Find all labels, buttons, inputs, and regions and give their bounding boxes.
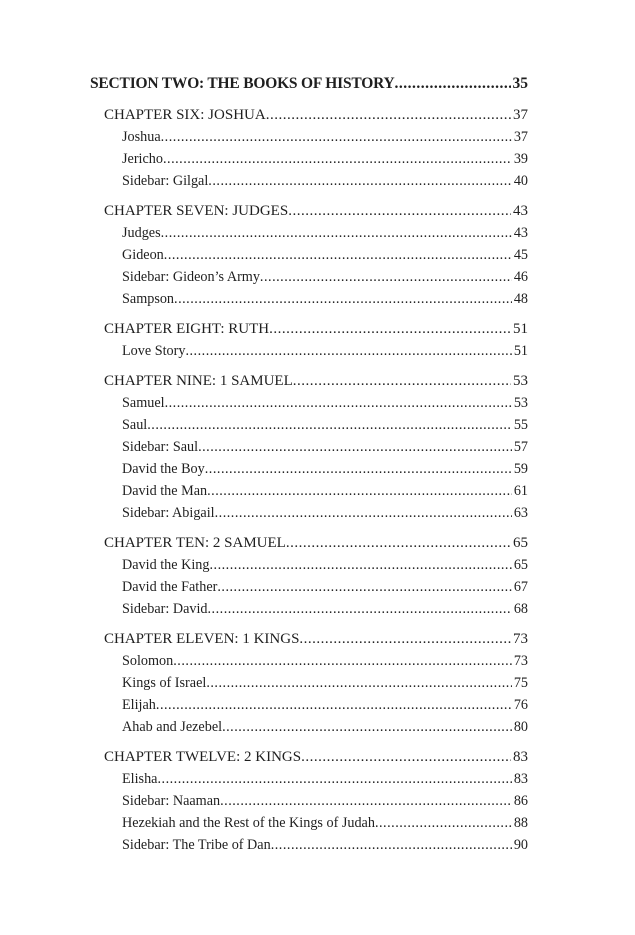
dot-leader — [161, 126, 512, 148]
chapter-title: CHAPTER SEVEN: JUDGES — [104, 203, 289, 219]
entry-page-number: 63 — [513, 505, 528, 521]
chapter-title: CHAPTER TWELVE: 2 KINGS — [104, 749, 302, 765]
chapter-page-number: 73 — [513, 631, 528, 647]
entry-page-number: 45 — [513, 247, 528, 263]
entry-title: Sidebar: The Tribe of Dan — [122, 837, 271, 853]
toc-entry — [90, 244, 528, 266]
dot-leader — [165, 392, 512, 414]
toc-entry — [90, 458, 528, 480]
entry-page-number: 55 — [513, 417, 528, 433]
section-heading — [90, 72, 528, 96]
entry-title: Love Story — [122, 343, 186, 359]
dot-leader — [208, 170, 512, 192]
dot-leader — [299, 628, 511, 650]
entry-page-number: 53 — [513, 395, 528, 411]
dot-leader — [208, 598, 512, 620]
dot-leader — [269, 318, 511, 340]
dot-leader — [375, 812, 512, 834]
entry-title: Gideon — [122, 247, 164, 263]
dot-leader — [161, 222, 512, 244]
entry-page-number: 39 — [513, 151, 528, 167]
dot-leader — [286, 532, 511, 554]
chapter-title: CHAPTER EIGHT: RUTH — [104, 321, 270, 337]
toc-entry — [90, 768, 528, 790]
entry-title: David the Man — [122, 483, 208, 499]
dot-leader — [207, 480, 512, 502]
entry-page-number: 73 — [513, 653, 528, 669]
dot-leader — [164, 244, 512, 266]
dot-leader — [206, 672, 511, 694]
chapter-heading — [90, 104, 528, 126]
entry-title: Sidebar: Naaman — [122, 793, 221, 809]
toc-entry — [90, 148, 528, 170]
dot-leader — [220, 790, 512, 812]
entry-page-number: 61 — [513, 483, 528, 499]
entry-page-number: 59 — [513, 461, 528, 477]
entry-page-number: 65 — [513, 557, 528, 573]
entry-page-number: 86 — [513, 793, 528, 809]
toc-entry — [90, 288, 528, 310]
entry-title: Sampson — [122, 291, 175, 307]
entry-title: Sidebar: Gideon’s Army — [122, 269, 260, 285]
entry-page-number: 43 — [513, 225, 528, 241]
chapter-block — [90, 200, 528, 310]
chapter-page-number: 65 — [513, 535, 528, 551]
entry-title: Solomon — [122, 653, 174, 669]
toc-entry — [90, 414, 528, 436]
section-page-number: 35 — [512, 75, 528, 92]
entry-title: Jericho — [122, 151, 163, 167]
chapter-page-number: 43 — [513, 203, 528, 219]
chapter-title: CHAPTER NINE: 1 SAMUEL — [104, 373, 293, 389]
toc-entry — [90, 502, 528, 524]
dot-leader — [198, 436, 512, 458]
dot-leader — [163, 148, 512, 170]
chapter-block — [90, 746, 528, 856]
entry-page-number: 88 — [513, 815, 528, 831]
toc-entry — [90, 672, 528, 694]
chapter-block — [90, 532, 528, 620]
dot-leader — [209, 554, 511, 576]
chapter-block — [90, 628, 528, 738]
toc-entry — [90, 126, 528, 148]
entry-title: David the King — [122, 557, 210, 573]
toc-entry — [90, 554, 528, 576]
chapter-title: CHAPTER TEN: 2 SAMUEL — [104, 535, 286, 551]
entry-page-number: 57 — [513, 439, 528, 455]
toc-entry — [90, 716, 528, 738]
chapter-list — [90, 104, 528, 856]
entry-page-number: 37 — [513, 129, 528, 145]
chapter-block — [90, 104, 528, 192]
entry-page-number: 75 — [513, 675, 528, 691]
entry-page-number: 68 — [513, 601, 528, 617]
dot-leader — [215, 502, 512, 524]
toc-entry — [90, 650, 528, 672]
dot-leader — [301, 746, 511, 768]
entry-page-number: 46 — [513, 269, 528, 285]
dot-leader — [271, 834, 512, 856]
chapter-block — [90, 318, 528, 362]
entry-page-number: 67 — [513, 579, 528, 595]
toc-entry — [90, 392, 528, 414]
entry-title: Kings of Israel — [122, 675, 207, 691]
chapter-title: CHAPTER SIX: JOSHUA — [104, 107, 266, 123]
dot-leader — [260, 266, 512, 288]
toc-entry — [90, 340, 528, 362]
dot-leader — [205, 458, 512, 480]
dot-leader — [293, 370, 511, 392]
toc-entry — [90, 694, 528, 716]
toc-entry — [90, 436, 528, 458]
dot-leader — [222, 716, 512, 738]
entry-title: Sidebar: Abigail — [122, 505, 215, 521]
entry-title: Elisha — [122, 771, 158, 787]
dot-leader — [395, 72, 511, 96]
entry-title: Sidebar: David — [122, 601, 208, 617]
entry-title: Judges — [122, 225, 161, 241]
chapter-title: CHAPTER ELEVEN: 1 KINGS — [104, 631, 300, 647]
toc-entry — [90, 790, 528, 812]
entry-title: Hezekiah and the Rest of the Kings of Judah — [122, 815, 375, 831]
entry-page-number: 76 — [513, 697, 528, 713]
entry-title: Samuel — [122, 395, 165, 411]
chapter-heading — [90, 532, 528, 554]
entry-page-number: 51 — [513, 343, 528, 359]
entry-page-number: 90 — [513, 837, 528, 853]
toc-entry — [90, 266, 528, 288]
entry-page-number: 80 — [513, 719, 528, 735]
dot-leader — [266, 104, 511, 126]
entry-title: David the Boy — [122, 461, 205, 477]
entry-title: Joshua — [122, 129, 161, 145]
chapter-block — [90, 370, 528, 524]
table-of-contents — [90, 72, 528, 864]
toc-entry — [90, 834, 528, 856]
toc-entry — [90, 812, 528, 834]
entry-title: Sidebar: Saul — [122, 439, 199, 455]
chapter-page-number: 83 — [513, 749, 528, 765]
entry-title: Elijah — [122, 697, 156, 713]
dot-leader — [173, 650, 512, 672]
toc-entry — [90, 480, 528, 502]
toc-entry — [90, 170, 528, 192]
entry-title: David the Father — [122, 579, 218, 595]
chapter-page-number: 51 — [513, 321, 528, 337]
dot-leader — [147, 414, 512, 436]
dot-leader — [288, 200, 511, 222]
chapter-heading — [90, 318, 528, 340]
entry-page-number: 48 — [513, 291, 528, 307]
chapter-heading — [90, 370, 528, 392]
chapter-page-number: 37 — [513, 107, 528, 123]
chapter-heading — [90, 628, 528, 650]
dot-leader — [217, 576, 511, 598]
chapter-page-number: 53 — [513, 373, 528, 389]
entry-page-number: 83 — [513, 771, 528, 787]
dot-leader — [156, 694, 512, 716]
toc-entry — [90, 576, 528, 598]
entry-title: Saul — [122, 417, 148, 433]
dot-leader — [157, 768, 511, 790]
dot-leader — [174, 288, 512, 310]
toc-entry — [90, 598, 528, 620]
chapter-heading — [90, 746, 528, 768]
entry-page-number: 40 — [513, 173, 528, 189]
section-title: SECTION TWO: THE BOOKS OF HISTORY — [90, 75, 395, 92]
chapter-heading — [90, 200, 528, 222]
toc-entry — [90, 222, 528, 244]
dot-leader — [185, 340, 511, 362]
entry-title: Sidebar: Gilgal — [122, 173, 209, 189]
entry-title: Ahab and Jezebel — [122, 719, 223, 735]
